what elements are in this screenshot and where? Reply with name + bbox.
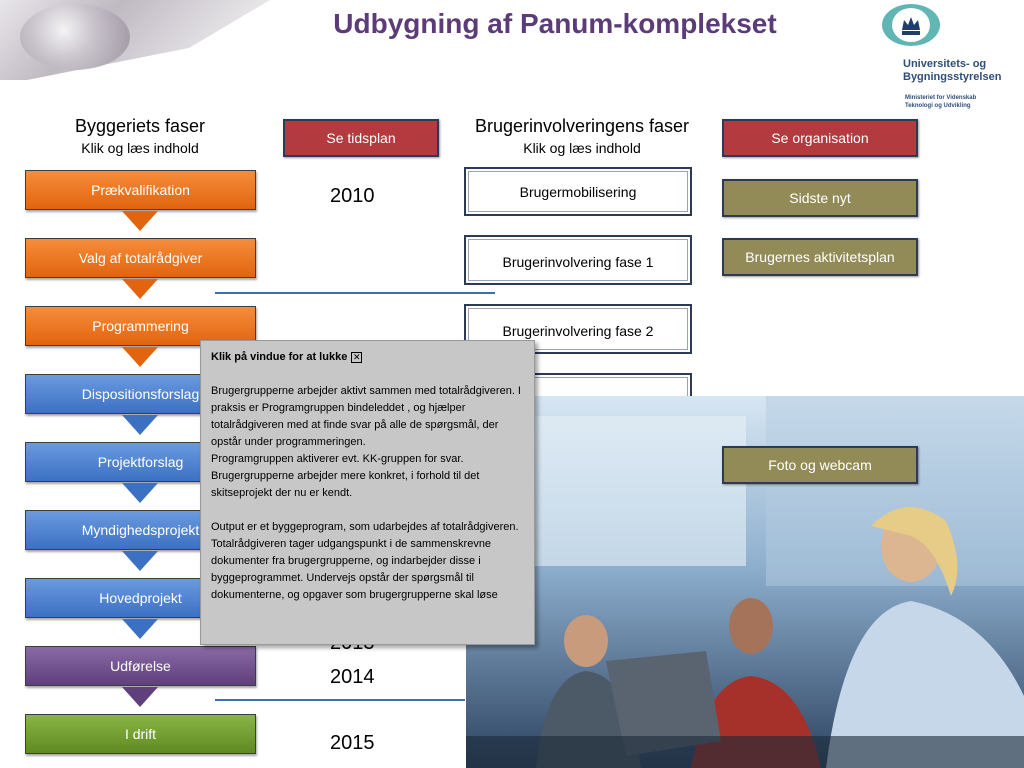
user-involvement-phase1-box[interactable]: Brugerinvolvering fase 1: [464, 235, 692, 285]
arrow-down-icon: [122, 619, 158, 639]
arrow-down-icon: [122, 687, 158, 707]
arrow-down-icon: [122, 483, 158, 503]
see-organisation-button[interactable]: Se organisation: [722, 119, 918, 157]
popup-paragraph: Brugergrupperne arbejder mere konkret, i forhold til det skitseprojekt der nu er kendt.: [211, 470, 480, 499]
page-title: Udbygning af Panum-komplekset: [333, 8, 777, 39]
logo-subtitle: Ministeriet for Videnskab Teknologi og Udvikling: [905, 95, 977, 109]
crown-logo-icon: [880, 2, 942, 48]
logo-name: Universitets- og Bygningsstyrelsen: [903, 58, 1002, 83]
phase-choose-consultant[interactable]: Valg af totalrådgiver: [25, 238, 256, 278]
phase-project-proposal[interactable]: Projektforslag: [25, 442, 256, 482]
building-phases-heading: Byggeriets faser: [74, 116, 206, 136]
user-involvement-subheading: Klik og læs indhold: [523, 140, 641, 156]
close-icon[interactable]: ✕: [353, 351, 361, 362]
photo-webcam-button[interactable]: Foto og webcam: [722, 446, 918, 484]
year-label: 2014: [330, 666, 375, 688]
user-involvement-heading: Brugerinvolveringens faser: [474, 116, 690, 136]
user-involvement-phase2-box[interactable]: Brugerinvolvering fase 2: [464, 304, 692, 354]
user-mobilisation-box[interactable]: Brugermobilisering: [464, 167, 692, 216]
arrow-down-icon: [122, 211, 158, 231]
arrow-down-icon: [122, 415, 158, 435]
popup-header[interactable]: Klik på vindue for at lukke ✕: [211, 351, 361, 363]
arrow-down-icon: [122, 347, 158, 367]
phase-authority-project[interactable]: Myndighedsprojekt: [25, 510, 256, 550]
user-activity-plan-button[interactable]: Brugernes aktivitetsplan: [722, 238, 918, 276]
latest-news-button[interactable]: Sidste nyt: [722, 179, 918, 217]
connector-line: [215, 699, 465, 701]
popup-paragraph: Output er et byggeprogram, som udarbejdes af totalrådgiveren. Totalrådgiveren tager udgangspunkt i de sammenskrevne dokumenter fra brugergrupperne, og indarbejder disse i byggeprogrammet. Undervejs opstår der spørgsmål til dokumenterne, og opgaver som brugergrupperne skal løse: [211, 521, 519, 601]
see-timeline-button[interactable]: Se tidsplan: [283, 119, 439, 157]
seal-image: [20, 4, 130, 70]
info-popup[interactable]: [200, 340, 535, 645]
arrow-down-icon: [122, 551, 158, 571]
year-label: 2010: [330, 185, 375, 207]
phase-programming[interactable]: Programmering: [25, 306, 256, 346]
phase-disposition-proposal[interactable]: Dispositionsforslag: [25, 374, 256, 414]
building-phases-subheading: Klik og læs indhold: [81, 140, 199, 156]
connector-line: [215, 292, 495, 294]
arrow-down-icon: [122, 279, 158, 299]
phase-main-project[interactable]: Hovedprojekt: [25, 578, 256, 618]
popup-paragraph: Programgruppen aktiverer evt. KK-gruppen for svar.: [211, 453, 464, 465]
year-label: 2015: [330, 732, 375, 754]
phase-prequalification[interactable]: Prækvalifikation: [25, 170, 256, 210]
popup-paragraph: Brugergrupperne arbejder aktivt sammen med totalrådgiveren. I praksis er Programgruppen bindeleddet , og hjælper totalrådgiveren med at finde svar på alle de spørgsmål, der opstår under programmeringen.: [211, 385, 521, 448]
phase-in-operation[interactable]: I drift: [25, 714, 256, 754]
phase-execution[interactable]: Udførelse: [25, 646, 256, 686]
